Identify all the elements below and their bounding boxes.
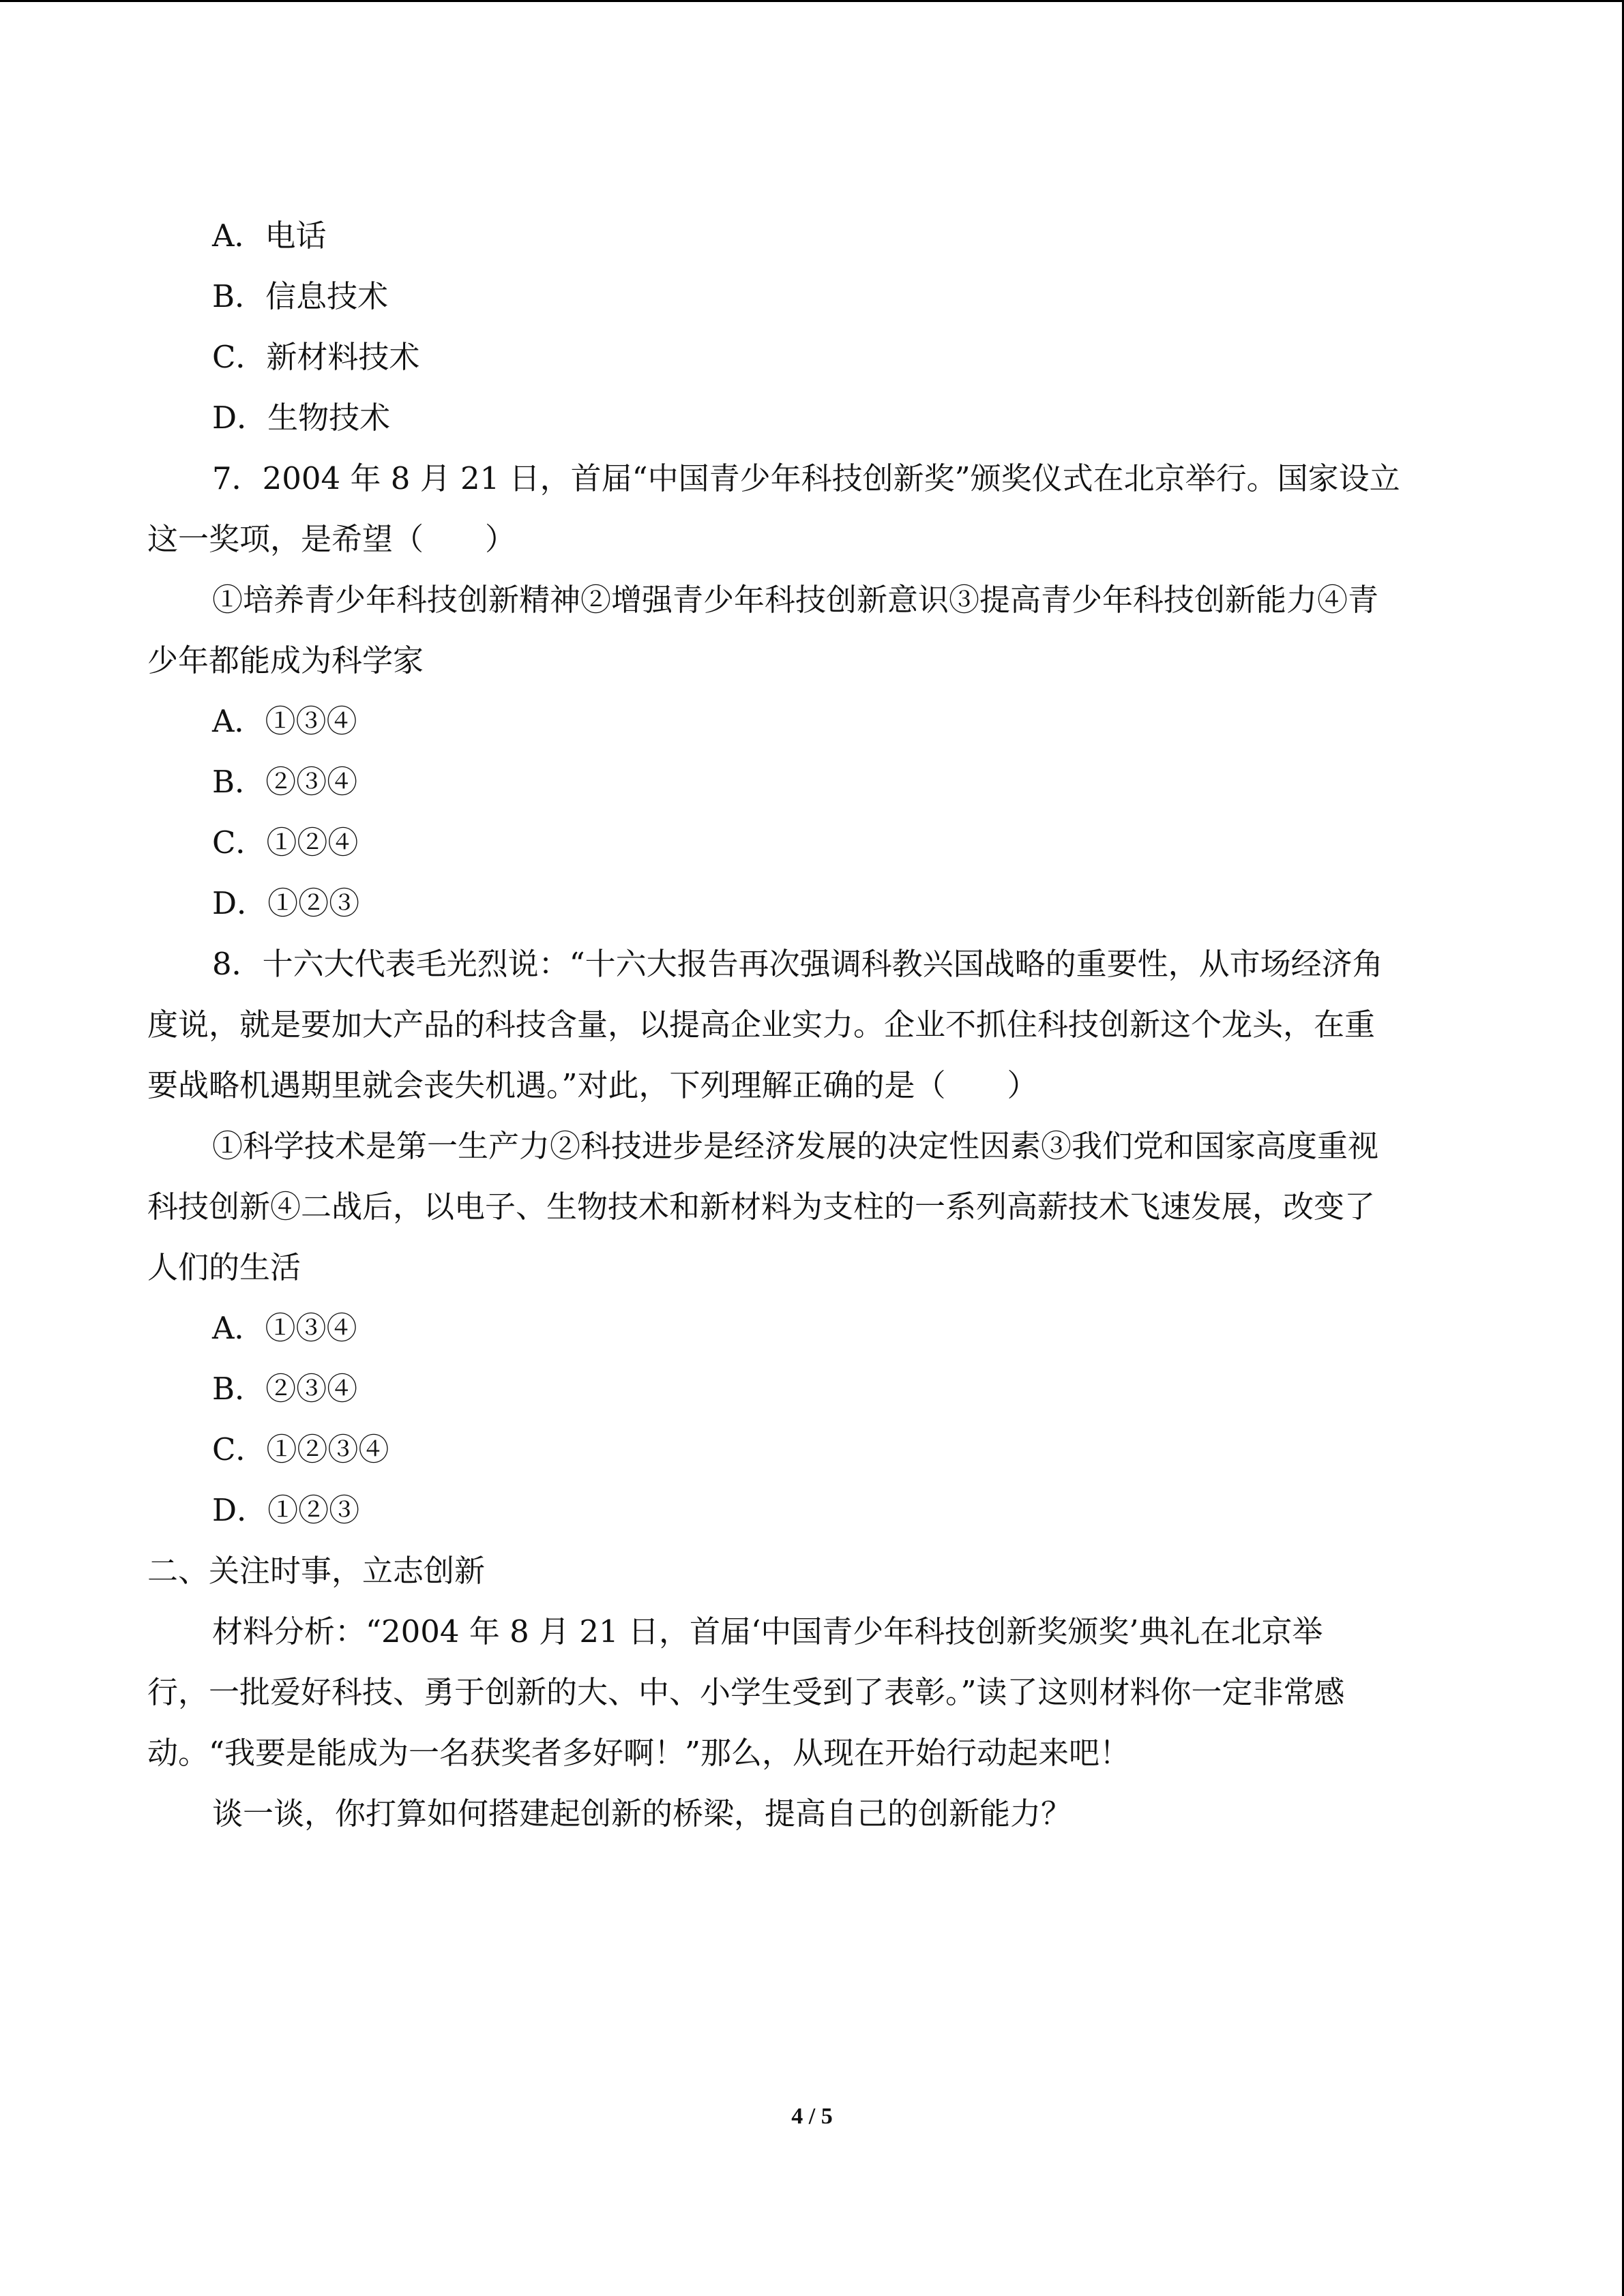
q7-option-c: C．①②④ [212,824,359,861]
q8-statements-line3: 人们的生活 [147,1249,301,1285]
section2-material-line3: 动。“我要是能成为一名获奖者多好啊！”那么，从现在开始行动起来吧！ [147,1735,1131,1771]
q7-statements-line2: 少年都能成为科学家 [147,642,424,679]
section2-question: 谈一谈，你打算如何搭建起创新的桥梁，提高自己的创新能力？ [212,1795,1072,1832]
q8-option-c: C．①②③④ [212,1431,389,1467]
q7-option-a: A．①③④ [212,703,357,739]
q8-option-a: A．①③④ [212,1310,357,1346]
q8-statements-line2: 科技创新④二战后，以电子、生物技术和新材料为支柱的一系列高薪技术飞速发展，改变了 [147,1189,1376,1225]
q8-statements-line1: ①科学技术是第一生产力②科技进步是经济发展的决定性因素③我们党和国家高度重视 [212,1128,1379,1164]
q7-statements-line1: ①培养青少年科技创新精神②增强青少年科技创新意识③提高青少年科技创新能力④青 [212,582,1379,618]
q7-option-b: B．②③④ [212,764,358,800]
section2-material-line1: 材料分析：“2004 年 8 月 21 日，首届‘中国青少年科技创新奖颁奖’典礼在北京举 [212,1613,1323,1650]
q8-option-d: D．①②③ [212,1492,360,1528]
q6-option-a: A．电话 [212,218,327,254]
q8-option-b: B．②③④ [212,1371,358,1407]
q7-stem-line2: 这一奖项，是希望（ ） [147,521,516,557]
q7-option-d: D．①②③ [212,885,360,921]
section2-heading: 二、关注时事，立志创新 [147,1553,486,1589]
section2-material-line2: 行，一批爱好科技、勇于创新的大、中、小学生受到了表彰。”读了这则材料你一定非常感 [147,1674,1345,1710]
q8-stem-line1: 8．十六大代表毛光烈说：“十六大报告再次强调科教兴国战略的重要性，从市场经济角 [212,946,1383,982]
q8-stem-line3: 要战略机遇期里就会丧失机遇。”对此，下列理解正确的是（ ） [147,1067,1038,1103]
page-number: 4 / 5 [791,2104,833,2129]
q6-option-b: B．信息技术 [212,278,389,314]
q6-option-d: D．生物技术 [212,400,391,436]
q7-stem-line1: 7．2004 年 8 月 21 日，首届“中国青少年科技创新奖”颁奖仪式在北京举行。国家设立 [212,460,1400,496]
q8-stem-line2: 度说，就是要加大产品的科技含量，以提高企业实力。企业不抓住科技创新这个龙头，在重 [147,1007,1376,1043]
q6-option-c: C．新材料技术 [212,339,420,375]
page-content [147,205,1477,1844]
